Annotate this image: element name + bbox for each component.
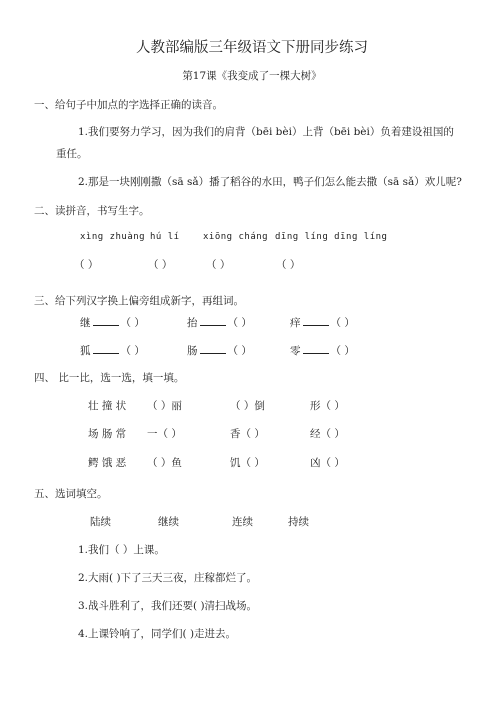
- compare-blank[interactable]: 一（ ）: [147, 428, 182, 440]
- compare-blank[interactable]: （ ）丽: [147, 400, 182, 412]
- radical-item-hu: [80, 343, 145, 358]
- fill-line[interactable]: [93, 315, 119, 326]
- section-1-question-1-line-2: 重任。: [56, 148, 88, 160]
- word-paren[interactable]: （ ）: [330, 345, 355, 357]
- section-1-question-2: 2.那是一块刚刚撒（sā sǎ）播了稻谷的水田，鸭子们怎么能去撒（sā sǎ）欢儿呢?: [78, 176, 462, 188]
- character: 继: [80, 317, 91, 329]
- fill-question-3[interactable]: 3.战斗胜利了，我们还要( )清扫战场。: [78, 600, 258, 612]
- compare-blank[interactable]: （ ）倒: [230, 400, 265, 412]
- word-paren[interactable]: （ ）: [120, 345, 145, 357]
- pinyin-1: xìng zhuàng: [80, 232, 146, 242]
- word-paren[interactable]: （ ）: [227, 345, 252, 357]
- character: 痒: [290, 317, 301, 329]
- character: 狐: [80, 345, 91, 357]
- radical-item-tai: [187, 315, 252, 330]
- lesson-subtitle: 第17课《我变成了一棵大树》: [182, 70, 322, 82]
- fill-question-2[interactable]: 2.大雨( )下了三天三夜，庄稼都烂了。: [78, 572, 258, 584]
- word-option-3: 连续: [232, 516, 253, 528]
- answer-blank-3[interactable]: （ ）: [206, 259, 231, 271]
- radical-item-chang: [187, 343, 252, 358]
- word-paren[interactable]: （ ）: [227, 317, 252, 329]
- compare-blank[interactable]: （ ）鱼: [147, 457, 182, 469]
- fill-line[interactable]: [303, 315, 329, 326]
- compare-group-2: 场 肠 常: [88, 428, 127, 440]
- character: 抬: [187, 317, 198, 329]
- compare-blank[interactable]: 形（ ）: [310, 400, 345, 412]
- section-2-heading: 二、读拼音，书写生字。: [34, 205, 150, 217]
- character: 零: [290, 345, 301, 357]
- compare-group-3: 鳄 饿 恶: [88, 457, 127, 469]
- compare-blank[interactable]: 经（ ）: [310, 428, 345, 440]
- word-paren[interactable]: （ ）: [330, 317, 355, 329]
- pinyin-4: dīng líng dīng líng: [275, 232, 388, 242]
- fill-line[interactable]: [200, 315, 226, 326]
- word-paren[interactable]: （ ）: [120, 317, 145, 329]
- section-4-heading: 四、 比一比，选一选，填一填。: [34, 372, 185, 384]
- fill-line[interactable]: [303, 343, 329, 354]
- radical-item-ling: [290, 343, 355, 358]
- compare-group-1: 壮 撞 状: [88, 400, 127, 412]
- compare-blank[interactable]: 香（ ）: [230, 428, 265, 440]
- section-1-question-1-line-1: 1.我们要努力学习，因为我们的肩背（bēi bèi）上背（bēi bèi）负着建设祖国的: [78, 126, 454, 138]
- section-3-heading: 三、给下列汉字换上偏旁组成新字，再组词。: [34, 295, 244, 307]
- answer-blank-1[interactable]: （ ）: [74, 259, 99, 271]
- radical-item-yang: [290, 315, 355, 330]
- answer-blank-2[interactable]: （ ）: [148, 259, 173, 271]
- radical-item-ji: [80, 315, 145, 330]
- word-option-4: 持续: [288, 516, 309, 528]
- word-option-2: 继续: [158, 516, 179, 528]
- fill-line[interactable]: [200, 343, 226, 354]
- compare-blank[interactable]: 凶（ ）: [310, 457, 345, 469]
- section-1-heading: 一、给句子中加点的字选择正确的读音。: [34, 99, 223, 111]
- fill-question-4[interactable]: 4.上课铃响了，同学们( )走进去。: [78, 628, 237, 640]
- pinyin-3: xiōng cháng: [203, 232, 269, 242]
- fill-question-1[interactable]: 1.我们（ ）上课。: [78, 544, 165, 556]
- answer-blank-4[interactable]: （ ）: [276, 259, 301, 271]
- word-option-1: 陆续: [90, 516, 111, 528]
- pinyin-2: hú lí: [150, 232, 180, 242]
- compare-blank[interactable]: 饥（ ）: [230, 457, 265, 469]
- fill-line[interactable]: [93, 343, 119, 354]
- character: 肠: [187, 345, 198, 357]
- section-5-heading: 五、选词填空。: [34, 488, 108, 500]
- page-title: 人教部编版三年级语文下册同步练习: [136, 40, 368, 56]
